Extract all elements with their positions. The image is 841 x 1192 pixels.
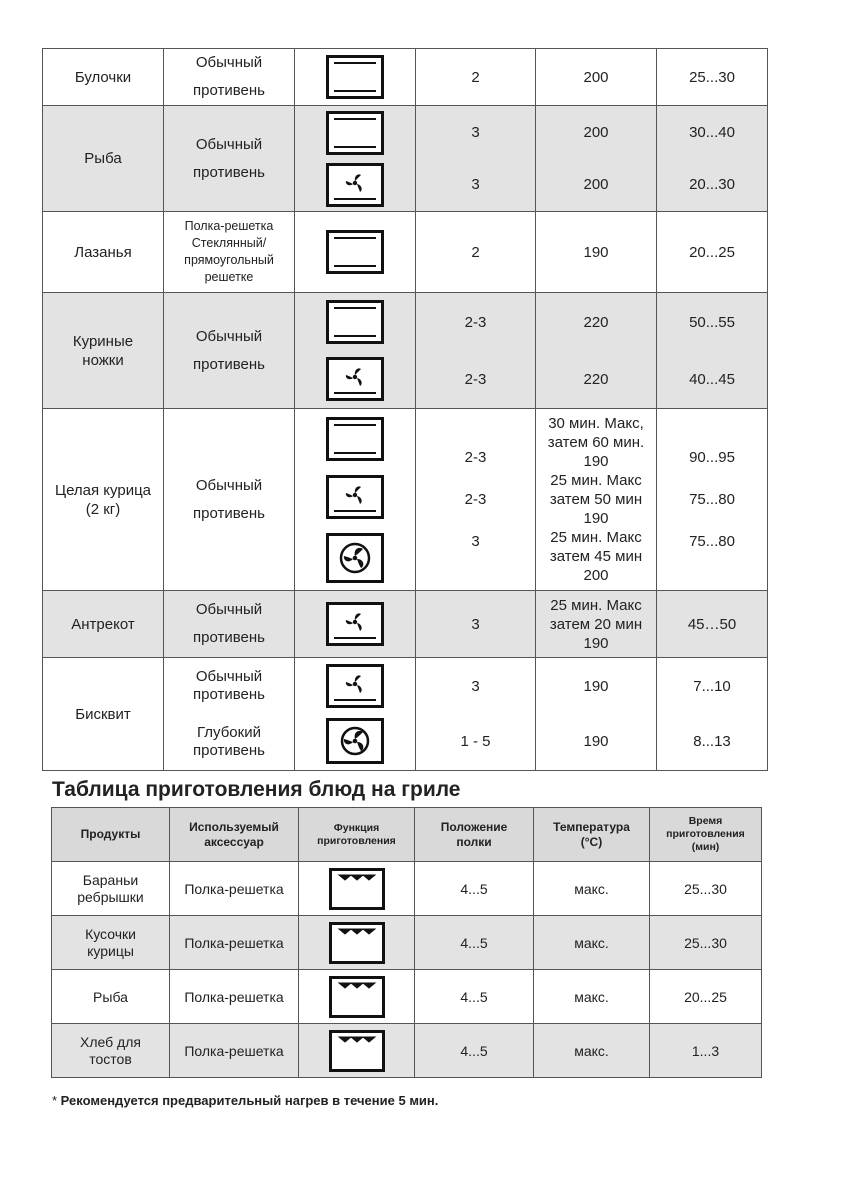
grill-icon (329, 1030, 385, 1072)
time-cell: 20...25 (657, 212, 768, 293)
header-function: Функция приготовления (299, 808, 415, 862)
top-bottom-heat-icon (326, 111, 384, 155)
header-time: Время приготовления (мин) (650, 808, 762, 862)
function-cell (295, 591, 416, 658)
time-cell: 20...25 (650, 970, 762, 1024)
fan-bottom-heat-icon (326, 163, 384, 207)
accessory-cell: Полка-решетка (170, 970, 299, 1024)
fan-circular-icon (326, 533, 384, 583)
time-cell: 25...30 (657, 49, 768, 106)
function-cell (295, 658, 416, 771)
product-cell: Целая курица (2 кг) (43, 409, 164, 591)
temp-cell: 30 мин. Макс, затем 60 мин. 190 25 мин. Макс затем 50 мин 190 25 мин. Макс затем 45 мин 200 (536, 409, 657, 591)
fan-bottom-heat-icon (326, 357, 384, 401)
table-row (43, 106, 768, 212)
temp-cell: 25 мин. Макс затем 20 мин 190 (536, 591, 657, 658)
table-row (52, 916, 762, 970)
table-row (52, 970, 762, 1024)
header-accessory: Используемый аксессуар (170, 808, 299, 862)
top-bottom-heat-icon (326, 55, 384, 99)
accessory-cell: Обычный противень (164, 293, 295, 409)
product-cell: Кусочки курицы (52, 916, 170, 970)
grill-table (51, 807, 762, 1078)
product-cell: Рыба (52, 970, 170, 1024)
baking-table (42, 48, 768, 771)
top-bottom-heat-icon (326, 417, 384, 461)
shelf-cell: 3 1 - 5 (416, 658, 536, 771)
temp-cell: 220 220 (536, 293, 657, 409)
time-cell: 25...30 (650, 916, 762, 970)
function-cell (295, 409, 416, 591)
product-cell: Рыба (43, 106, 164, 212)
table-row (43, 49, 768, 106)
grill-icon (329, 976, 385, 1018)
table-row (52, 1024, 762, 1078)
temp-cell: 200 200 (536, 106, 657, 212)
shelf-cell: 2 (416, 212, 536, 293)
accessory-cell: Полка-решетка (170, 1024, 299, 1078)
accessory-cell: Обычный противень (164, 591, 295, 658)
shelf-cell: 2-3 2-3 3 (416, 409, 536, 591)
accessory-cell: Обычный противень (164, 106, 295, 212)
grill-table-header (52, 808, 762, 862)
accessory-cell: Полка-решетка (170, 916, 299, 970)
header-shelf: Положение полки (415, 808, 534, 862)
temp-cell: 200 (536, 49, 657, 106)
function-cell (299, 1024, 415, 1078)
shelf-cell: 2-3 2-3 (416, 293, 536, 409)
footnote-text: Рекомендуется предварительный нагрев в течение 5 мин. (60, 1093, 439, 1108)
shelf-cell: 4...5 (415, 1024, 534, 1078)
table-row (52, 862, 762, 916)
shelf-cell: 4...5 (415, 970, 534, 1024)
function-cell (299, 916, 415, 970)
table-row (43, 212, 768, 293)
function-cell (295, 212, 416, 293)
accessory-cell: Обычный противень (164, 49, 295, 106)
accessory-cell: Полка-решетка Стеклянный/ прямоугольный решетке (164, 212, 295, 293)
footnote (52, 1093, 438, 1108)
accessory-cell: Обычный противень Глубокий противень (164, 658, 295, 771)
fan-bottom-heat-icon (326, 664, 384, 708)
function-cell (299, 862, 415, 916)
time-cell: 25...30 (650, 862, 762, 916)
time-cell: 50...55 40...45 (657, 293, 768, 409)
product-cell: Бисквит (43, 658, 164, 771)
table-row (43, 591, 768, 658)
product-cell: Куриные ножки (43, 293, 164, 409)
product-cell: Хлеб для тостов (52, 1024, 170, 1078)
product-cell: Бараньи ребрышки (52, 862, 170, 916)
top-bottom-heat-icon (326, 230, 384, 274)
temp-cell: макс. (534, 862, 650, 916)
product-cell: Булочки (43, 49, 164, 106)
shelf-cell: 4...5 (415, 862, 534, 916)
time-cell: 7...10 8...13 (657, 658, 768, 771)
shelf-cell: 4...5 (415, 916, 534, 970)
table-row (43, 658, 768, 771)
grill-table-title: Таблица приготовления блюд на гриле (52, 778, 461, 801)
function-cell (299, 970, 415, 1024)
temp-cell: 190 (536, 212, 657, 293)
product-cell: Лазанья (43, 212, 164, 293)
time-cell: 1...3 (650, 1024, 762, 1078)
temp-cell: макс. (534, 1024, 650, 1078)
time-cell: 90...95 75...80 75...80 (657, 409, 768, 591)
function-cell (295, 293, 416, 409)
table-row (43, 293, 768, 409)
grill-icon (329, 868, 385, 910)
footnote-star: * (52, 1093, 61, 1108)
fan-circular-icon (326, 718, 384, 764)
fan-bottom-heat-icon (326, 602, 384, 646)
temp-cell: 190 190 (536, 658, 657, 771)
header-temperature: Температура (°C) (534, 808, 650, 862)
time-cell: 45…50 (657, 591, 768, 658)
shelf-cell: 3 3 (416, 106, 536, 212)
time-cell: 30...40 20...30 (657, 106, 768, 212)
function-cell (295, 49, 416, 106)
temp-cell: макс. (534, 970, 650, 1024)
temp-cell: макс. (534, 916, 650, 970)
function-cell (295, 106, 416, 212)
product-cell: Антрекот (43, 591, 164, 658)
grill-icon (329, 922, 385, 964)
top-bottom-heat-icon (326, 300, 384, 344)
accessory-cell: Обычный противень (164, 409, 295, 591)
shelf-cell: 3 (416, 591, 536, 658)
accessory-cell: Полка-решетка (170, 862, 299, 916)
fan-bottom-heat-icon (326, 475, 384, 519)
table-row (43, 409, 768, 591)
shelf-cell: 2 (416, 49, 536, 106)
header-products: Продукты (52, 808, 170, 862)
